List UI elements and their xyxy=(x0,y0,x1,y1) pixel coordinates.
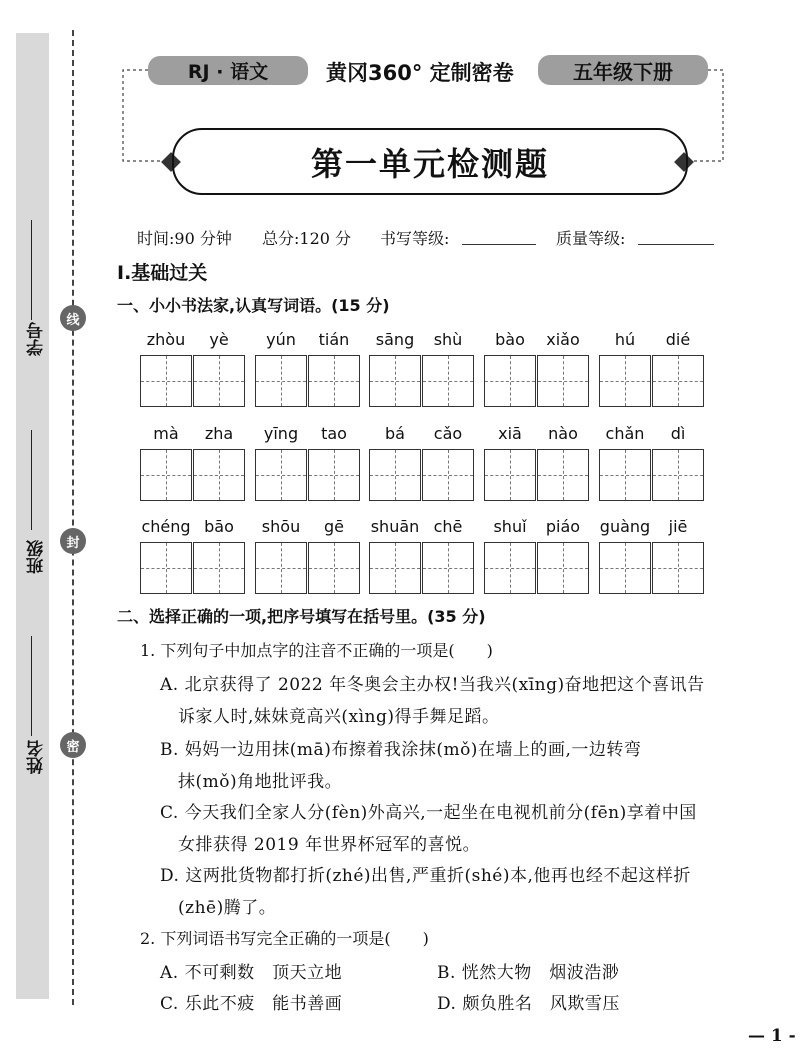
writing-cell[interactable] xyxy=(537,449,589,501)
writing-cell[interactable] xyxy=(599,355,651,407)
pinyin-label: yún xyxy=(266,330,296,349)
q2-1-stem: 1. 下列句子中加点字的注音不正确的一项是( ) xyxy=(140,641,493,660)
writing-cell[interactable] xyxy=(484,355,536,407)
pinyin-label: bào xyxy=(495,330,525,349)
pinyin-label: chǎn xyxy=(605,424,645,443)
writing-cell[interactable] xyxy=(308,542,360,594)
pinyin-label: zha xyxy=(204,424,234,443)
pinyin-label: chē xyxy=(433,517,463,536)
pinyin-label: shuǐ xyxy=(493,517,527,536)
writing-cell[interactable] xyxy=(537,355,589,407)
writing-cell[interactable] xyxy=(599,542,651,594)
pinyin-label: bāo xyxy=(204,517,234,536)
writing-cell[interactable] xyxy=(193,355,245,407)
binding-strip xyxy=(16,33,49,999)
pinyin-label: jiē xyxy=(668,517,688,536)
pinyin-label: dié xyxy=(665,330,691,349)
writing-cell[interactable] xyxy=(140,449,192,501)
pinyin-label: shuān xyxy=(370,517,420,536)
q2-1-option-c-line2: 女排获得 2019 年世界杯冠军的喜悦。 xyxy=(178,835,481,855)
pinyin-label: hú xyxy=(614,330,636,349)
name-blank[interactable] xyxy=(31,636,32,736)
pinyin-label: xiǎo xyxy=(546,330,580,349)
writing-cell[interactable] xyxy=(422,355,474,407)
pinyin-label: gē xyxy=(324,517,344,536)
pinyin-label: yīng xyxy=(263,424,299,443)
pinyin-label: piáo xyxy=(545,517,581,536)
writing-cell[interactable] xyxy=(140,542,192,594)
writing-cell[interactable] xyxy=(255,542,307,594)
writing-grade-blank[interactable] xyxy=(462,226,536,245)
writing-cell[interactable] xyxy=(140,355,192,407)
seal-secret-mark: 密 xyxy=(60,732,86,758)
class-blank[interactable] xyxy=(31,430,32,530)
q2-1-option-b-line2: 抹(mǒ)角地批评我。 xyxy=(178,772,343,792)
q2-2-option-d: D. 颇负胜名 风欺雪压 xyxy=(437,994,620,1014)
page-title: 第一单元检测题 xyxy=(172,128,688,195)
q2-1-option-d-line1: D. 这两批货物都打折(zhé)出售,严重折(shé)本,他再也经不起这样折 xyxy=(160,866,691,886)
writing-cell[interactable] xyxy=(308,355,360,407)
pinyin-label: tián xyxy=(318,330,350,349)
writing-cell[interactable] xyxy=(369,542,421,594)
pinyin-label: dì xyxy=(670,424,686,443)
subject-tag: RJ · 语文 xyxy=(148,56,308,85)
student-no-label: 学号 xyxy=(27,322,47,356)
exam-time: 时间:90 分钟 xyxy=(137,229,232,248)
writing-cell[interactable] xyxy=(537,542,589,594)
student-no-blank[interactable] xyxy=(31,220,32,320)
writing-cell[interactable] xyxy=(652,355,704,407)
pinyin-label: xiā xyxy=(498,424,522,443)
seal-line-mark: 线 xyxy=(60,305,86,331)
writing-cell[interactable] xyxy=(484,449,536,501)
q1-title: 一、小小书法家,认真写词语。(15 分) xyxy=(117,296,390,315)
q2-1-option-a-line2: 诉家人时,妹妹竟高兴(xìng)得手舞足蹈。 xyxy=(178,707,500,727)
pinyin-label: bá xyxy=(385,424,405,443)
series-name: 黄冈360° 定制密卷 xyxy=(326,61,514,85)
quality-grade-blank[interactable] xyxy=(638,226,714,245)
q2-1-option-b-line1: B. 妈妈一边用抹(mā)布擦着我涂抹(mǒ)在墙上的画,一边转弯 xyxy=(160,740,642,760)
pinyin-label: chéng xyxy=(141,517,191,536)
class-label: 班级 xyxy=(27,540,47,574)
cut-line xyxy=(72,30,74,1005)
q2-2-option-b: B. 恍然大物 烟波浩渺 xyxy=(437,963,620,983)
part-title: Ⅰ.基础过关 xyxy=(117,262,208,284)
writing-cell[interactable] xyxy=(599,449,651,501)
writing-cell[interactable] xyxy=(193,542,245,594)
writing-cell[interactable] xyxy=(369,355,421,407)
pinyin-label: zhòu xyxy=(146,330,186,349)
writing-cell[interactable] xyxy=(422,542,474,594)
seal-seal-mark: 封 xyxy=(60,528,86,554)
pinyin-label: tao xyxy=(321,424,347,443)
q2-2-option-c: C. 乐此不疲 能书善画 xyxy=(160,994,343,1014)
pinyin-label: cǎo xyxy=(433,424,463,443)
pinyin-label: sāng xyxy=(375,330,415,349)
page-number: — 1 - xyxy=(748,1026,796,1046)
grade-tag: 五年级下册 xyxy=(538,55,708,85)
exam-total: 总分:120 分 xyxy=(262,229,352,248)
pinyin-label: yè xyxy=(209,330,229,349)
quality-grade-label: 质量等级: xyxy=(556,229,626,248)
writing-grade-label: 书写等级: xyxy=(380,229,450,248)
q2-1-option-a-line1: A. 北京获得了 2022 年冬奥会主办权!当我兴(xīng)奋地把这个喜讯告 xyxy=(160,675,705,695)
q2-1-option-c-line1: C. 今天我们全家人分(fèn)外高兴,一起坐在电视机前分(fēn)享着中国 xyxy=(160,803,697,823)
pinyin-label: shù xyxy=(433,330,463,349)
writing-cell[interactable] xyxy=(369,449,421,501)
writing-cell[interactable] xyxy=(422,449,474,501)
writing-cell[interactable] xyxy=(484,542,536,594)
writing-cell[interactable] xyxy=(652,449,704,501)
q2-1-option-d-line2: (zhē)腾了。 xyxy=(178,898,277,918)
q2-title: 二、选择正确的一项,把序号填写在括号里。(35 分) xyxy=(117,607,486,626)
writing-cell[interactable] xyxy=(308,449,360,501)
writing-cell[interactable] xyxy=(652,542,704,594)
q2-2-stem: 2. 下列词语书写完全正确的一项是( ) xyxy=(140,929,429,948)
pinyin-label: nào xyxy=(548,424,578,443)
name-label: 姓名 xyxy=(27,740,47,774)
pinyin-label: shōu xyxy=(261,517,301,536)
writing-cell[interactable] xyxy=(193,449,245,501)
pinyin-label: guàng xyxy=(599,517,651,536)
writing-cell[interactable] xyxy=(255,449,307,501)
pinyin-label: mà xyxy=(153,424,179,443)
writing-cell[interactable] xyxy=(255,355,307,407)
q2-2-option-a: A. 不可剩数 顶天立地 xyxy=(160,963,343,983)
